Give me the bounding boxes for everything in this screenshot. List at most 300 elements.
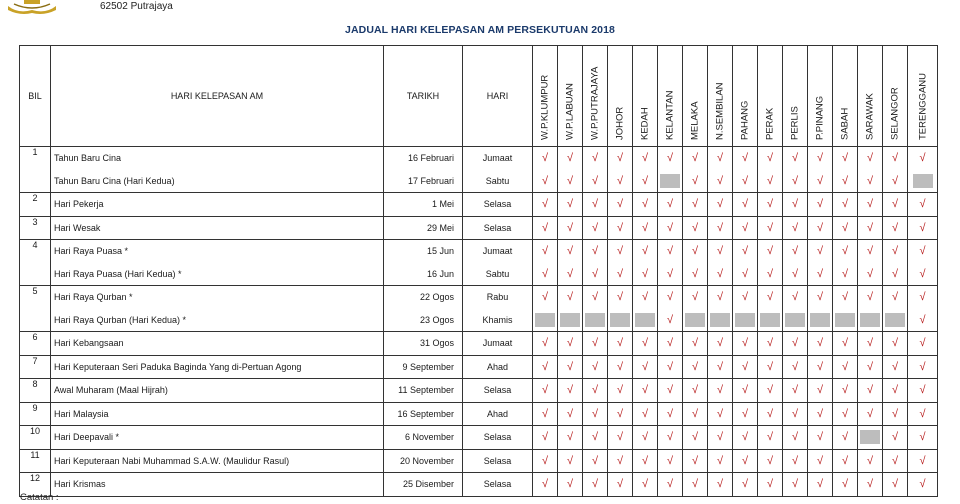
holiday-name-cell [51, 379, 384, 403]
check-mark: √ [591, 267, 599, 280]
state-mark-cell [583, 240, 608, 286]
check-mark: √ [691, 291, 699, 303]
check-mark: √ [641, 198, 649, 210]
table-row [20, 286, 938, 332]
state-mark-cell [783, 332, 808, 356]
state-mark-cell [758, 473, 783, 497]
check-mark: √ [566, 198, 574, 210]
holiday-day: Jumaat [482, 153, 513, 163]
state-mark-cell [608, 355, 633, 379]
check-mark: √ [766, 407, 774, 420]
check-mark: √ [691, 174, 699, 187]
state-mark-cell [758, 402, 783, 426]
holiday-day-cell [463, 379, 533, 403]
state-mark-cell [733, 426, 758, 450]
check-mark: √ [919, 337, 926, 349]
state-header-label: W.P.KLUMPUR [539, 74, 551, 140]
holiday-day-cell [463, 473, 533, 497]
check-mark: √ [816, 245, 824, 257]
check-mark: √ [666, 152, 674, 164]
check-mark: √ [791, 478, 799, 490]
holiday-date: 23 Ogos [419, 314, 454, 325]
table-row [20, 240, 938, 286]
check-mark: √ [791, 174, 799, 187]
check-mark: √ [716, 454, 724, 467]
check-mark: √ [716, 384, 724, 396]
check-mark: √ [691, 360, 699, 373]
holiday-date-cell [384, 473, 463, 497]
state-header-label: SELANGOR [889, 87, 901, 140]
holiday-name-cell [51, 449, 384, 473]
check-mark: √ [791, 291, 799, 303]
holiday-date-cell [384, 379, 463, 403]
state-mark-cell [708, 379, 733, 403]
check-mark: √ [891, 174, 899, 187]
table-row [20, 379, 938, 403]
check-mark: √ [866, 407, 874, 420]
state-mark-cell [808, 193, 833, 217]
check-mark: √ [919, 431, 926, 443]
check-mark: √ [891, 337, 899, 349]
check-mark: √ [791, 245, 799, 257]
holiday-name: Hari Malaysia [54, 408, 109, 419]
state-mark-cell [583, 193, 608, 217]
state-mark-cell [708, 332, 733, 356]
table-row [20, 355, 938, 379]
check-mark: √ [616, 384, 624, 396]
holiday-day-cell [463, 240, 533, 286]
check-mark: √ [816, 478, 824, 490]
table-row [20, 402, 938, 426]
holiday-day-cell [463, 449, 533, 473]
not-applicable-shade [685, 313, 705, 327]
check-mark: √ [666, 360, 674, 373]
check-mark: √ [816, 454, 824, 467]
state-mark-cell [858, 147, 883, 193]
holiday-date-cell [384, 286, 463, 332]
check-mark: √ [716, 337, 724, 349]
check-mark: √ [641, 407, 649, 420]
check-mark: √ [741, 267, 749, 280]
check-mark: √ [741, 198, 749, 210]
check-mark: √ [541, 221, 549, 234]
holiday-day: Ahad [486, 361, 509, 372]
check-mark: √ [919, 267, 926, 280]
check-mark: √ [891, 407, 899, 420]
state-mark-cell [583, 355, 608, 379]
check-mark: √ [816, 431, 824, 443]
check-mark: √ [566, 152, 574, 164]
state-mark-cell [608, 216, 633, 240]
holiday-name: Hari Raya Qurban * [54, 292, 133, 302]
check-mark: √ [716, 267, 724, 280]
state-mark-cell [708, 240, 733, 286]
state-mark-cell [808, 147, 833, 193]
state-mark-cell [833, 286, 858, 332]
state-mark-cell [808, 286, 833, 332]
state-header-label: JOHOR [614, 106, 626, 140]
state-mark-cell [808, 473, 833, 497]
state-mark-cell [658, 147, 683, 193]
table-row [20, 147, 938, 193]
column-header-holiday: HARI KELEPASAN AM [51, 46, 384, 147]
holiday-date-cell [384, 449, 463, 473]
check-mark: √ [666, 384, 674, 396]
holiday-day: Jumaat [482, 338, 513, 348]
state-mark-cell [633, 426, 658, 450]
check-mark: √ [741, 152, 749, 164]
check-mark: √ [841, 384, 849, 396]
check-mark: √ [691, 198, 699, 210]
not-applicable-shade [535, 313, 555, 327]
not-applicable-shade [860, 313, 880, 327]
holiday-date: 11 September [398, 385, 454, 395]
state-mark-cell [808, 402, 833, 426]
check-mark: √ [666, 313, 674, 326]
not-applicable-shade [585, 313, 605, 327]
column-header-date: TARIKH [384, 46, 463, 147]
state-mark-cell [733, 379, 758, 403]
check-mark: √ [791, 360, 799, 373]
check-mark: √ [866, 337, 874, 349]
state-mark-cell [708, 402, 733, 426]
holiday-name-cell [51, 147, 384, 193]
state-mark-cell [533, 286, 558, 332]
check-mark: √ [691, 384, 699, 396]
state-mark-cell [633, 473, 658, 497]
state-mark-cell [533, 379, 558, 403]
check-mark: √ [641, 384, 649, 396]
holiday-day-cell [463, 426, 533, 450]
check-mark: √ [616, 245, 624, 257]
check-mark: √ [816, 360, 824, 373]
check-mark: √ [791, 407, 799, 420]
check-mark: √ [791, 454, 799, 467]
state-mark-cell [833, 473, 858, 497]
state-header-pahang [733, 46, 758, 147]
state-mark-cell [608, 240, 633, 286]
state-mark-cell [633, 355, 658, 379]
check-mark: √ [591, 291, 599, 303]
state-mark-cell [658, 193, 683, 217]
state-mark-cell [533, 147, 558, 193]
check-mark: √ [691, 152, 699, 164]
check-mark: √ [919, 198, 926, 210]
not-applicable-shade [860, 430, 880, 444]
check-mark: √ [866, 360, 874, 373]
check-mark: √ [666, 291, 674, 303]
check-mark: √ [766, 198, 774, 210]
check-mark: √ [591, 174, 599, 187]
state-header-label: W.P.LABUAN [564, 83, 576, 140]
state-mark-cell [858, 240, 883, 286]
holiday-day-cell [463, 402, 533, 426]
state-mark-cell [708, 449, 733, 473]
check-mark: √ [866, 291, 874, 303]
state-mark-cell [633, 449, 658, 473]
check-mark: √ [541, 384, 549, 396]
state-mark-cell [783, 240, 808, 286]
check-mark: √ [641, 221, 649, 234]
holiday-name: Hari Raya Puasa (Hari Kedua) * [54, 268, 182, 279]
state-header-n-sembilan [708, 46, 733, 147]
state-mark-cell [533, 473, 558, 497]
check-mark: √ [919, 313, 926, 326]
check-mark: √ [866, 267, 874, 280]
table-row [20, 449, 938, 473]
check-mark: √ [919, 221, 926, 234]
state-mark-cell [858, 355, 883, 379]
state-header-label: PERLIS [789, 106, 801, 140]
check-mark: √ [891, 198, 899, 210]
state-mark-cell [633, 332, 658, 356]
holiday-date: 25 Disember [402, 479, 454, 489]
holiday-date-cell [384, 332, 463, 356]
state-mark-cell [808, 216, 833, 240]
state-mark-cell [908, 216, 938, 240]
state-mark-cell [808, 449, 833, 473]
check-mark: √ [566, 221, 574, 234]
check-mark: √ [666, 478, 674, 490]
row-number: 11 [20, 449, 51, 473]
holiday-date-cell [384, 216, 463, 240]
check-mark: √ [666, 198, 674, 210]
state-mark-cell [833, 240, 858, 286]
check-mark: √ [641, 431, 649, 443]
state-mark-cell [683, 426, 708, 450]
check-mark: √ [716, 245, 724, 257]
check-mark: √ [766, 291, 774, 303]
check-mark: √ [541, 267, 549, 280]
check-mark: √ [541, 360, 549, 373]
check-mark: √ [566, 291, 574, 303]
state-header-label: MELAKA [689, 101, 701, 140]
row-number: 9 [20, 402, 51, 426]
check-mark: √ [666, 454, 674, 467]
state-mark-cell [533, 426, 558, 450]
row-number: 8 [20, 379, 51, 403]
government-crest-icon [4, 0, 60, 14]
check-mark: √ [541, 291, 549, 303]
check-mark: √ [666, 245, 674, 257]
check-mark: √ [766, 152, 774, 164]
state-mark-cell [708, 426, 733, 450]
check-mark: √ [716, 174, 724, 187]
holiday-date: 29 Mei [426, 222, 454, 233]
state-mark-cell [733, 193, 758, 217]
check-mark: √ [891, 478, 899, 490]
check-mark: √ [866, 454, 874, 467]
check-mark: √ [791, 431, 799, 443]
state-header-johor [608, 46, 633, 147]
state-mark-cell [808, 355, 833, 379]
check-mark: √ [591, 198, 599, 210]
check-mark: √ [566, 431, 574, 443]
state-mark-cell [558, 332, 583, 356]
check-mark: √ [866, 174, 874, 187]
state-mark-cell [833, 426, 858, 450]
holiday-day: Sabtu [485, 268, 510, 279]
check-mark: √ [716, 221, 724, 234]
state-mark-cell [883, 449, 908, 473]
state-mark-cell [608, 286, 633, 332]
row-number: 10 [20, 426, 51, 450]
state-mark-cell [758, 286, 783, 332]
check-mark: √ [691, 245, 699, 257]
state-mark-cell [858, 402, 883, 426]
state-mark-cell [858, 286, 883, 332]
check-mark: √ [716, 152, 724, 164]
state-mark-cell [683, 193, 708, 217]
check-mark: √ [716, 478, 724, 490]
check-mark: √ [591, 245, 599, 257]
check-mark: √ [691, 478, 699, 490]
state-mark-cell [633, 240, 658, 286]
state-mark-cell [558, 473, 583, 497]
not-applicable-shade [760, 313, 780, 327]
state-mark-cell [733, 286, 758, 332]
check-mark: √ [891, 221, 899, 234]
state-mark-cell [783, 426, 808, 450]
check-mark: √ [841, 245, 849, 257]
state-mark-cell [908, 355, 938, 379]
state-mark-cell [783, 286, 808, 332]
check-mark: √ [541, 478, 549, 490]
holiday-date: 16 Jun [426, 268, 454, 279]
check-mark: √ [541, 198, 549, 210]
holiday-name: Hari Pekerja [54, 199, 104, 209]
state-mark-cell [658, 426, 683, 450]
state-mark-cell [683, 147, 708, 193]
state-mark-cell [883, 216, 908, 240]
state-mark-cell [658, 286, 683, 332]
state-mark-cell [808, 426, 833, 450]
check-mark: √ [566, 384, 574, 396]
state-mark-cell [758, 355, 783, 379]
document-title: JADUAL HARI KELEPASAN AM PERSEKUTUAN 2018 [345, 24, 615, 36]
check-mark: √ [616, 337, 624, 349]
state-mark-cell [908, 193, 938, 217]
state-mark-cell [908, 473, 938, 497]
check-mark: √ [616, 174, 624, 187]
holiday-date: 15 Jun [426, 246, 454, 256]
check-mark: √ [591, 407, 599, 420]
state-mark-cell [783, 449, 808, 473]
state-mark-cell [658, 449, 683, 473]
state-mark-cell [608, 332, 633, 356]
check-mark: √ [566, 478, 574, 490]
state-mark-cell [808, 379, 833, 403]
check-mark: √ [541, 454, 549, 467]
check-mark: √ [766, 174, 774, 187]
check-mark: √ [791, 267, 799, 280]
state-mark-cell [583, 449, 608, 473]
state-mark-cell [758, 379, 783, 403]
state-mark-cell [533, 240, 558, 286]
check-mark: √ [741, 221, 749, 234]
state-header-label: PERAK [764, 107, 776, 140]
state-mark-cell [533, 216, 558, 240]
state-mark-cell [683, 332, 708, 356]
state-mark-cell [858, 379, 883, 403]
state-mark-cell [858, 473, 883, 497]
table-row [20, 332, 938, 356]
state-mark-cell [583, 379, 608, 403]
check-mark: √ [766, 245, 774, 257]
column-header-bil: BIL [20, 46, 51, 147]
state-header-label: SARAWAK [864, 93, 876, 140]
state-mark-cell [708, 147, 733, 193]
state-mark-cell [908, 379, 938, 403]
check-mark: √ [766, 384, 774, 396]
check-mark: √ [541, 152, 549, 164]
check-mark: √ [716, 431, 724, 443]
state-mark-cell [883, 147, 908, 193]
holiday-day: Selasa [483, 455, 512, 466]
check-mark: √ [641, 291, 649, 303]
holiday-day: Selasa [483, 385, 512, 395]
check-mark: √ [841, 152, 849, 164]
state-mark-cell [658, 473, 683, 497]
holiday-name: Hari Raya Puasa * [54, 246, 129, 256]
not-applicable-shade [635, 313, 655, 327]
check-mark: √ [566, 337, 574, 349]
check-mark: √ [541, 407, 549, 420]
notes-label: Catatan : [20, 492, 59, 503]
check-mark: √ [766, 478, 774, 490]
holiday-name-cell [51, 193, 384, 217]
check-mark: √ [741, 360, 749, 373]
state-mark-cell [658, 216, 683, 240]
state-mark-cell [883, 426, 908, 450]
row-number: 4 [20, 240, 51, 286]
check-mark: √ [591, 454, 599, 467]
check-mark: √ [616, 360, 624, 373]
check-mark: √ [741, 174, 749, 187]
check-mark: √ [591, 337, 599, 349]
check-mark: √ [641, 478, 649, 490]
state-mark-cell [608, 449, 633, 473]
check-mark: √ [716, 407, 724, 420]
check-mark: √ [591, 360, 599, 373]
row-number: 7 [20, 355, 51, 379]
state-mark-cell [583, 332, 608, 356]
check-mark: √ [841, 478, 849, 490]
check-mark: √ [666, 267, 674, 280]
check-mark: √ [841, 221, 849, 234]
check-mark: √ [591, 478, 599, 490]
state-mark-cell [558, 216, 583, 240]
check-mark: √ [741, 454, 749, 467]
state-mark-cell [908, 240, 938, 286]
state-header-w-p-klumpur [533, 46, 558, 147]
holiday-day: Selasa [483, 432, 512, 442]
state-header-kedah [633, 46, 658, 147]
state-mark-cell [833, 449, 858, 473]
state-mark-cell [583, 426, 608, 450]
holiday-date-cell [384, 240, 463, 286]
check-mark: √ [666, 337, 674, 349]
table-header-row [20, 46, 938, 147]
check-mark: √ [541, 174, 549, 187]
check-mark: √ [641, 245, 649, 257]
holiday-day-cell [463, 286, 533, 332]
check-mark: √ [841, 360, 849, 373]
holiday-date: 16 Februari [407, 153, 454, 163]
check-mark: √ [616, 221, 624, 234]
state-header-perak [758, 46, 783, 147]
state-mark-cell [833, 332, 858, 356]
